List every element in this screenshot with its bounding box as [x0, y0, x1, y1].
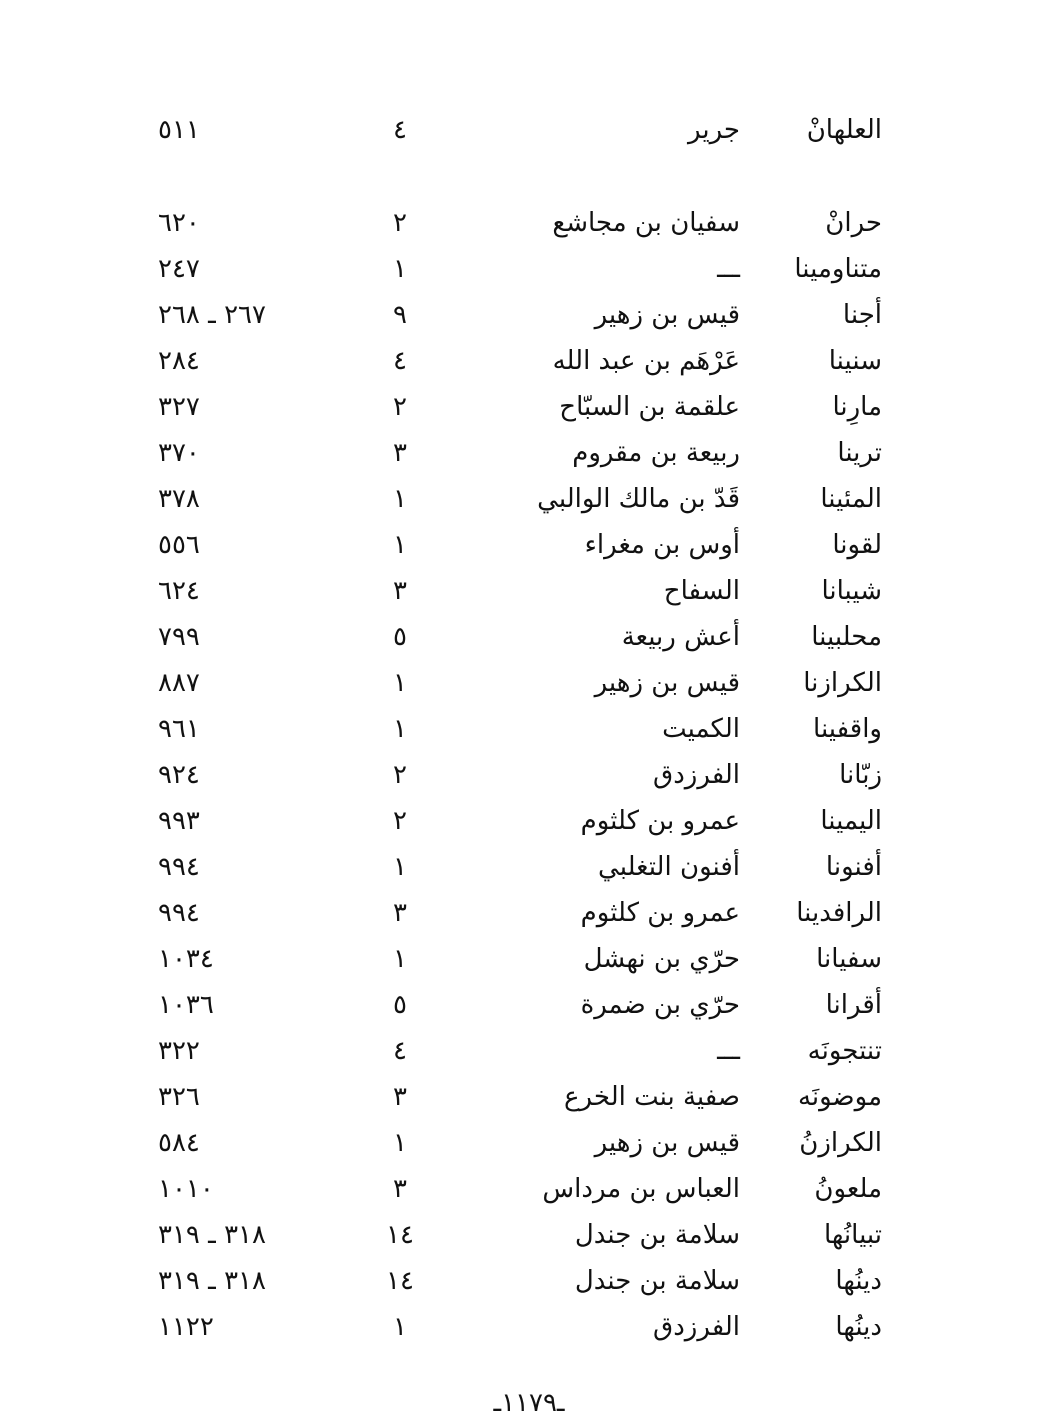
verse-count: ١٤ — [386, 1220, 414, 1250]
index-row — [0, 1261, 1058, 1301]
page-reference: ٢٤٧ — [158, 254, 200, 284]
index-row — [0, 571, 1058, 611]
rhyme-word: المئينا — [820, 484, 882, 514]
page-reference: ٥٥٦ — [158, 530, 200, 560]
index-row — [0, 1169, 1058, 1209]
rhyme-word: دينُها — [835, 1312, 882, 1342]
verse-count: ٢ — [393, 760, 407, 790]
index-row — [0, 939, 1058, 979]
verse-count: ٣ — [393, 898, 407, 928]
index-row — [0, 341, 1058, 381]
rhyme-word: دينُها — [835, 1266, 882, 1296]
poet-name: جرير — [688, 115, 740, 145]
index-row — [0, 479, 1058, 519]
index-row — [0, 387, 1058, 427]
poet-name: قَدّ بن مالك الوالبي — [537, 484, 740, 514]
verse-count: ٤ — [393, 115, 407, 145]
index-row — [0, 893, 1058, 933]
rhyme-word: زبّانا — [839, 760, 882, 790]
poet-name: سلامة بن جندل — [574, 1220, 740, 1250]
index-row — [0, 1215, 1058, 1255]
poet-name: ـــ — [717, 1036, 740, 1066]
page-reference: ٣٧٠ — [158, 438, 200, 468]
rhyme-word: اليمينا — [820, 806, 882, 836]
rhyme-word: لقونا — [832, 530, 882, 560]
rhyme-word: أقرانا — [825, 990, 882, 1020]
index-row — [0, 755, 1058, 795]
poet-name: أوس بن مغراء — [584, 530, 740, 560]
page-reference: ٩٩٤ — [158, 898, 200, 928]
verse-count: ١ — [393, 254, 407, 284]
poet-name: قيس بن زهير — [594, 668, 740, 698]
poet-name: علقمة بن السبّاح — [559, 392, 740, 422]
poet-name: ـــ — [717, 254, 740, 284]
index-row — [0, 203, 1058, 243]
verse-count: ١ — [393, 944, 407, 974]
rhyme-word: تبيانُها — [824, 1220, 882, 1250]
poet-name: صفية بنت الخرع — [564, 1082, 740, 1112]
page-reference: ٣١٨ ـ ٣١٩ — [158, 1266, 266, 1296]
index-row — [0, 249, 1058, 289]
page-reference: ١٠١٠ — [158, 1174, 214, 1204]
verse-count: ١ — [393, 530, 407, 560]
verse-count: ١ — [393, 484, 407, 514]
page-number: ـ١١٧٩ـ — [493, 1388, 565, 1418]
index-row — [0, 985, 1058, 1025]
rhyme-word: سنينا — [828, 346, 882, 376]
poet-name: سفيان بن مجاشع — [552, 208, 740, 238]
index-row — [0, 433, 1058, 473]
page-reference: ٩٦١ — [158, 714, 200, 744]
page-reference: ٩٩٣ — [158, 806, 200, 836]
rhyme-word: أفنونا — [825, 852, 882, 882]
verse-count: ٣ — [393, 1174, 407, 1204]
index-row — [0, 525, 1058, 565]
rhyme-word: الرافدينا — [796, 898, 882, 928]
index-row — [0, 1123, 1058, 1163]
rhyme-word: العلهانْ — [806, 115, 882, 145]
page-reference: ٣٧٨ — [158, 484, 200, 514]
page-reference: ٢٨٤ — [158, 346, 200, 376]
rhyme-word: متناومينا — [794, 254, 882, 284]
page-reference: ٣٢٦ — [158, 1082, 200, 1112]
index-row — [0, 295, 1058, 335]
verse-count: ٣ — [393, 438, 407, 468]
index-row — [0, 1031, 1058, 1071]
poet-name: حرّي بن نهشل — [583, 944, 740, 974]
verse-count: ٢ — [393, 208, 407, 238]
verse-count: ١ — [393, 852, 407, 882]
index-row — [0, 801, 1058, 841]
verse-count: ١ — [393, 1312, 407, 1342]
poet-name: قيس بن زهير — [594, 1128, 740, 1158]
index-row — [0, 617, 1058, 657]
poet-name: الفرزدق — [653, 1312, 740, 1342]
poet-name: عمرو بن كلثوم — [580, 898, 740, 928]
poet-name: ربيعة بن مقروم — [572, 438, 740, 468]
page-reference: ١٠٣٤ — [158, 944, 214, 974]
verse-count: ١ — [393, 1128, 407, 1158]
index-row — [0, 709, 1058, 749]
rhyme-word: الكرازنُ — [799, 1128, 882, 1158]
poet-name: الفرزدق — [653, 760, 740, 790]
poet-name: الكميت — [662, 714, 740, 744]
page-reference: ٣١٨ ـ ٣١٩ — [158, 1220, 266, 1250]
rhyme-word: واقفينا — [813, 714, 882, 744]
poet-name: عمرو بن كلثوم — [580, 806, 740, 836]
index-row — [0, 847, 1058, 887]
page-reference: ٥١١ — [158, 115, 200, 145]
verse-count: ٣ — [393, 576, 407, 606]
verse-count: ٥ — [393, 622, 407, 652]
rhyme-word: مارِنا — [832, 392, 882, 422]
page-reference: ١٠٣٦ — [158, 990, 214, 1020]
rhyme-word: ترينا — [837, 438, 882, 468]
page-reference: ٦٢٤ — [158, 576, 200, 606]
rhyme-word: حرانْ — [825, 208, 882, 238]
verse-count: ١ — [393, 668, 407, 698]
page-reference: ٢٦٧ ـ ٢٦٨ — [158, 300, 266, 330]
rhyme-word: أجنا — [842, 300, 882, 330]
verse-count: ٣ — [393, 1082, 407, 1112]
verse-count: ٩ — [393, 300, 407, 330]
page-reference: ٩٩٤ — [158, 852, 200, 882]
poet-name: أفنون التغلبي — [598, 852, 740, 882]
rhyme-word: سفيانا — [816, 944, 882, 974]
rhyme-word: شيبانا — [821, 576, 882, 606]
page-reference: ٦٢٠ — [158, 208, 200, 238]
rhyme-word: الكرازنا — [803, 668, 882, 698]
poet-name: السفاح — [663, 576, 740, 606]
poet-name: قيس بن زهير — [594, 300, 740, 330]
page-reference: ٩٢٤ — [158, 760, 200, 790]
verse-count: ٤ — [393, 346, 407, 376]
verse-count: ١ — [393, 714, 407, 744]
index-row — [0, 1077, 1058, 1117]
page-reference: ٣٢٧ — [158, 392, 200, 422]
page-reference: ٥٨٤ — [158, 1128, 200, 1158]
poet-name: حرّي بن ضمرة — [580, 990, 740, 1020]
verse-count: ٢ — [393, 806, 407, 836]
poet-name: أعش ربيعة — [621, 622, 740, 652]
page-reference: ٧٩٩ — [158, 622, 200, 652]
index-row — [0, 663, 1058, 703]
verse-count: ١٤ — [386, 1266, 414, 1296]
index-row — [0, 1307, 1058, 1347]
rhyme-word: محلبينا — [811, 622, 882, 652]
page-reference: ١١٢٢ — [158, 1312, 214, 1342]
poet-name: عَرْهَم بن عبد الله — [552, 346, 740, 376]
verse-count: ٢ — [393, 392, 407, 422]
page-reference: ٣٢٢ — [158, 1036, 200, 1066]
verse-count: ٤ — [393, 1036, 407, 1066]
poet-name: سلامة بن جندل — [574, 1266, 740, 1296]
page-reference: ٨٨٧ — [158, 668, 200, 698]
rhyme-word: ملعونُ — [814, 1174, 882, 1204]
rhyme-word: موضونَه — [797, 1082, 882, 1112]
verse-count: ٥ — [393, 990, 407, 1020]
index-row — [0, 110, 1058, 150]
rhyme-word: تنتجونَه — [807, 1036, 882, 1066]
poet-name: العباس بن مرداس — [542, 1174, 740, 1204]
